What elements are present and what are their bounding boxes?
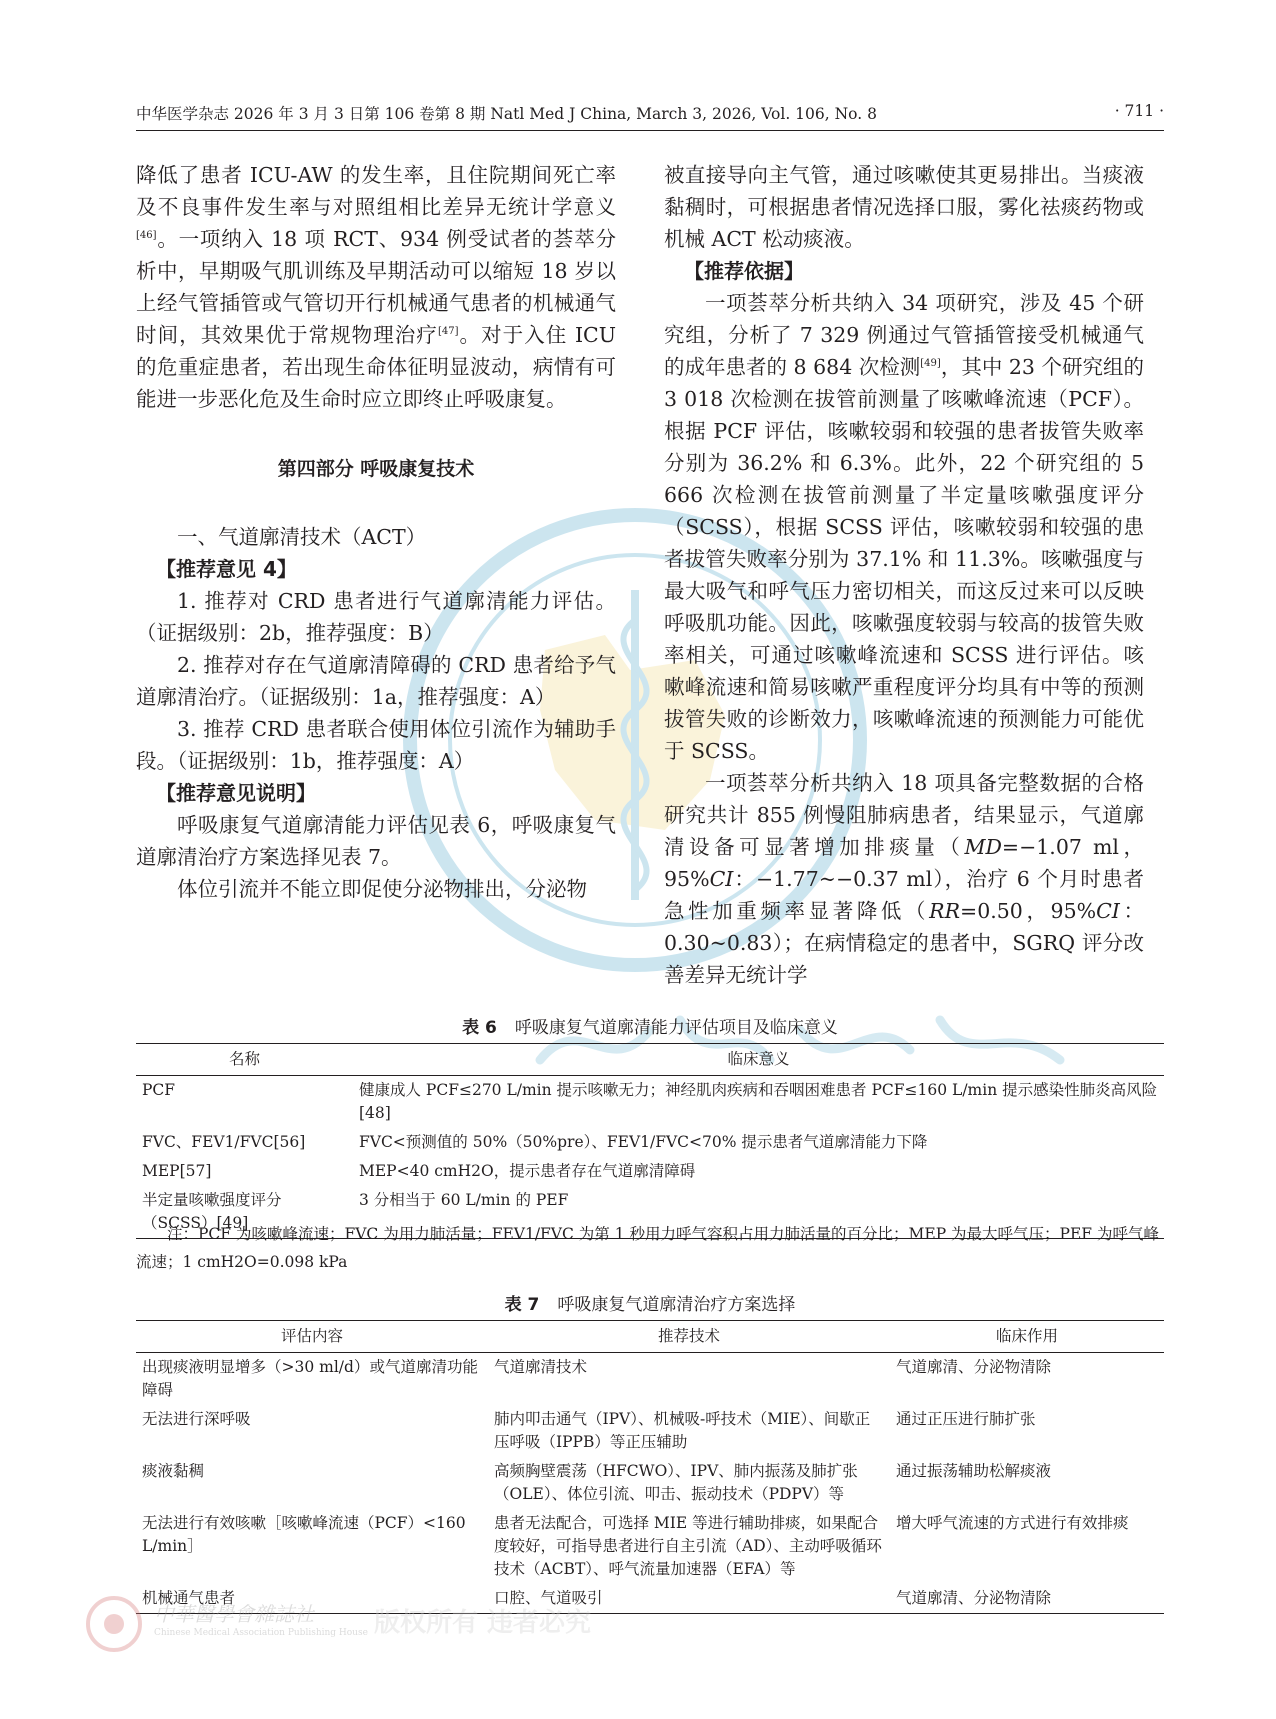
table-6-caption: 表 6 呼吸康复气道廓清能力评估项目及临床意义 (462, 1018, 838, 1038)
table-6-cell-name: MEP[57] (142, 1162, 212, 1180)
left-column (136, 159, 616, 905)
basis-paragraph-1: 一项荟萃分析共纳入 34 项研究，涉及 45 个研究组，分析了 7 329 例通过气管插管接受机械通气的成年患者的 8 684 次检测[49]，其中 23 个研究组的 3 018 次检测在拔管前测量了咳嗽峰流速（PCF）。根据 PCF 评估，咳嗽较弱和较强的患者拔管失败率分别为 36.2% 和 6.3%。此外，22 个研究组的 5 666 次检测在拔管前测量了半定量咳嗽强度评分（SCSS），根据 SCSS 评估，咳嗽较弱和较强的患者拔管失败率分别为 37.1% 和 11.3%。咳嗽强度与最大吸气和呼气压力密切相关，而这反过来可以反映呼吸肌功能。因此，咳嗽强度较弱与较高的拔管失败率相关，可通过咳嗽峰流速和 SCSS 进行评估。咳嗽峰流速和简易咳嗽严重程度评分均具有中等的预测拔管失败的诊断效力，咳嗽峰流速的预测能力可能优于 SCSS。 (664, 291, 1144, 763)
table-7-cell-effect: 气道廓清、分泌物清除 (896, 1358, 1052, 1376)
section-title: 第四部分 呼吸康复技术 (277, 458, 475, 480)
header-rule (136, 130, 1164, 131)
right-column (664, 159, 1144, 991)
table-7-cell-tech: 肺内叩击通气（IPV）、机械吸-呼技术（MIE）、间歇正压呼吸（IPPB）等正压辅助 (494, 1410, 871, 1451)
table-row (136, 1128, 1164, 1157)
publisher-name-cn: 中華醫學會雜誌社 (154, 1602, 314, 1626)
recommendation-4-item-2: 2. 推荐对存在气道廓清障碍的 CRD 患者给予气道廓清治疗。（证据级别：1a，推荐强度：A） (136, 653, 616, 709)
journal-citation: 中华医学杂志 2026 年 3 月 3 日第 106 卷第 8 期 Natl Med J China, March 3, 2026, Vol. 106, No. 8 (136, 105, 877, 123)
table-7-cell-assess: 出现痰液明显增多（>30 ml/d）或气道廓清功能障碍 (142, 1358, 478, 1399)
table-7-cell-tech: 高频胸壁震荡（HFCWO）、IPV、肺内振荡及肺扩张（OLE）、体位引流、叩击、振动技术（PDPV）等 (494, 1462, 858, 1503)
basis-heading: 【推荐依据】 (684, 259, 804, 283)
copyright-slogan: 版权所有 违者必究 (374, 1608, 592, 1638)
publisher-logo-icon (84, 1594, 144, 1654)
table-7-cell-assess: 无法进行有效咳嗽［咳嗽峰流速（PCF）<160 L/min］ (142, 1514, 466, 1555)
table-7-cell-effect: 通过正压进行肺扩张 (896, 1410, 1036, 1428)
table-6-cell-name: PCF (142, 1081, 176, 1099)
table-6-cell-name: FVC、FEV1/FVC[56] (142, 1133, 306, 1151)
table-7-cell-effect: 气道廓清、分泌物清除 (890, 1584, 1164, 1614)
table-6-header-meaning: 临床意义 (353, 1044, 1164, 1076)
table-6-cell-meaning: MEP<40 cmH2O，提示患者存在气道廓清障碍 (359, 1162, 696, 1180)
table-6-cell-meaning: 3 分相当于 60 L/min 的 PEF (353, 1186, 1164, 1239)
table-row (136, 1405, 1164, 1457)
table-7-cell-effect: 增大呼气流速的方式进行有效排痰 (896, 1514, 1129, 1532)
recommendation-4-heading: 【推荐意见 4】 (156, 557, 297, 581)
table-7-header-tech: 推荐技术 (488, 1321, 890, 1353)
table-7-header-assess: 评估内容 (136, 1321, 488, 1353)
table-7-cell-effect: 通过振荡辅助松解痰液 (896, 1462, 1052, 1480)
table-7-cell-tech: 患者无法配合，可选择 MIE 等进行辅助排痰，如果配合度较好，可指导患者进行自主引流（AD）、主动呼吸循环技术（ACBT）、呼气流量加速器（EFA）等 (494, 1514, 882, 1578)
table-7-cell-tech: 口腔、气道吸引 (488, 1584, 890, 1614)
table-7-cell-assess: 机械通气患者 (136, 1584, 488, 1614)
table-7-cell-assess: 无法进行深呼吸 (142, 1410, 251, 1428)
table-6-cell-name: 半定量咳嗽强度评分（SCSS）[49] (136, 1186, 353, 1239)
table-6-note: 注：PCF 为咳嗽峰流速；FVC 为用力肺活量；FEV1/FVC 为第 1 秒用力呼气容积占用力肺活量的百分比；MEP 为最大呼气压；PEF 为呼气峰流速；1 cmH2O=0.098 kPa (136, 1225, 1159, 1271)
table-6-cell-meaning: 健康成人 PCF≤270 L/min 提示咳嗽无力；神经肌肉疾病和吞咽困难患者 PCF≤160 L/min 提示感染性肺炎高风险[48] (359, 1081, 1158, 1122)
explanation-paragraph-1: 呼吸康复气道廓清能力评估见表 6，呼吸康复气道廓清治疗方案选择见表 7。 (136, 813, 616, 869)
recommendation-4-item-3: 3. 推荐 CRD 患者联合使用体位引流作为辅助手段。（证据级别：1b，推荐强度：A） (136, 717, 616, 773)
page-number: · 711 · (1114, 102, 1164, 120)
table-7-cell-tech: 气道廓清技术 (494, 1358, 588, 1376)
table-6 (136, 1043, 1164, 1239)
running-header (136, 102, 1164, 126)
table-6-cell-meaning: FVC<预测值的 50%（50%pre）、FEV1/FVC<70% 提示患者气道廓清能力下降 (359, 1133, 928, 1151)
table-7-caption: 表 7 呼吸康复气道廓清治疗方案选择 (504, 1295, 796, 1315)
table-row (136, 1076, 1164, 1129)
paragraph-icu-aw: 降低了患者 ICU-AW 的发生率，且住院期间死亡率及不良事件发生率与对照组相比差异无统计学意义[46]。一项纳入 18 项 RCT、934 例受试者的荟萃分析中，早期吸气肌训练及早期活动可以缩短 18 岁以上经气管插管或气管切开行机械通气患者的机械通气时间，其效果优于常规物理治疗[47]。对于入住 ICU 的危重症患者，若出现生命体征明显波动，病情有可能进一步恶化危及生命时应立即终止呼吸康复。 (136, 163, 617, 411)
basis-paragraph-2: 一项荟萃分析共纳入 18 项具备完整数据的合格研究共计 855 例慢阻肺病患者，结果显示，气道廓清设备可显著增加排痰量（MD=−1.07 ml，95%CI：−1.77~−0.37 ml），治疗 6 个月时患者急性加重频率显著降低（RR=0.50，95%CI：0.30~0.83）；在病情稳定的患者中，SGRQ 评分改善差异无统计学 (664, 771, 1145, 987)
publisher-footer (84, 1594, 644, 1654)
table-row (136, 1509, 1164, 1584)
table-7-cell-assess: 痰液黏稠 (142, 1462, 205, 1480)
explanation-paragraph-2: 体位引流并不能立即促使分泌物排出，分泌物 (177, 877, 587, 901)
paragraph-drainage: 被直接导向主气管，通过咳嗽使其更易排出。当痰液黏稠时，可根据患者情况选择口服，雾化祛痰药物或机械 ACT 松动痰液。 (664, 163, 1144, 251)
table-7 (136, 1320, 1164, 1614)
table-row (136, 1457, 1164, 1509)
publisher-name-en: Chinese Medical Association Publishing House (154, 1628, 368, 1638)
table-7-header-effect: 临床作用 (890, 1321, 1164, 1353)
recommendation-explanation-heading: 【推荐意见说明】 (156, 781, 316, 805)
table-row (136, 1157, 1164, 1186)
subsection-heading: 一、气道廓清技术（ACT） (177, 525, 427, 549)
table-row (136, 1353, 1164, 1406)
table-6-header-name: 名称 (136, 1044, 353, 1076)
recommendation-4-item-1: 1. 推荐对 CRD 患者进行气道廓清能力评估。（证据级别：2b，推荐强度：B） (136, 589, 616, 645)
